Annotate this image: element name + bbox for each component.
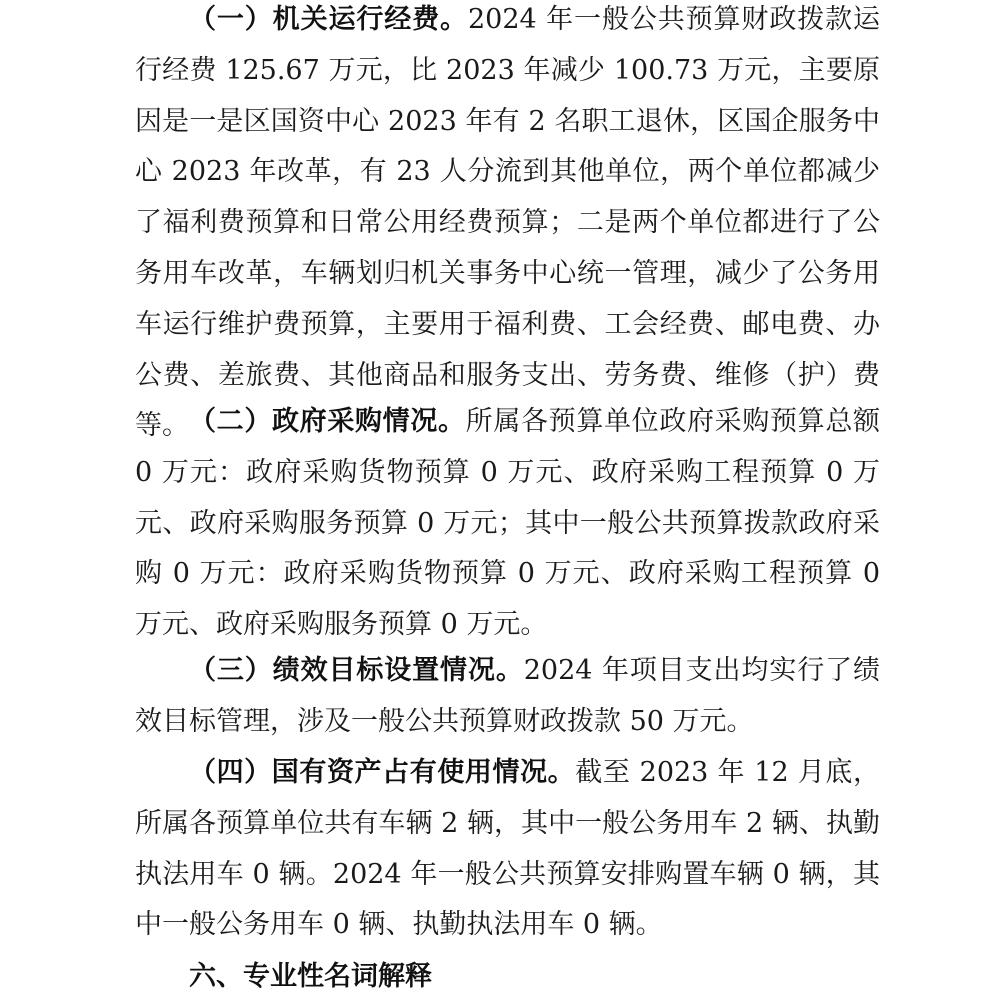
paragraph-state-assets [135, 748, 880, 951]
paragraph-lead: （二）政府采购情况。 [189, 406, 466, 437]
paragraph-body: 2024 年项目支出均实行了绩效目标管理，涉及一般公共预算财政拨款 50 万元。 [135, 655, 881, 737]
paragraph-lead: （三）绩效目标设置情况。 [189, 655, 524, 686]
paragraph-body: 2024 年一般公共预算财政拨款运行经费 125.67 万元，比 2023 年减少 100.73 万元，主要原因是一是区国资中心 2023 年有 2 名职工退休，区国企服务中心 2023 年改革，有 23 人分流到其他单位，两个单位都减少了福利费预算和日常公用经费预算；二是两个单位都进行了公务用车改革，车辆划归机关事务中心统一管理，减少了公务用车运行维护费预算，主要用于福利费、工会经费、邮电费、办公费、差旅费、其他商品和服务支出、劳务费、维修（护）费等。 [135, 4, 881, 442]
paragraph-body: 所属各预算单位政府采购预算总额 0 万元：政府采购货物预算 0 万元、政府采购工程预算 0 万元、政府采购服务预算 0 万元；其中一般公共预算拨款政府采购 0 万元：政府采购货物预算 0 万元、政府采购工程预算 0 万元、政府采购服务预算 0 万元。 [135, 406, 881, 641]
paragraph-lead: （一）机关运行经费。 [189, 4, 468, 35]
paragraph-performance-targets [135, 646, 880, 748]
section-heading: 六、专业性名词解释 [189, 961, 432, 992]
paragraph-body: 截至 2023 年 12 月底，所属各预算单位共有车辆 2 辆，其中一般公务用车 2 辆、执勤执法用车 0 辆。2024 年一般公共预算安排购置车辆 0 辆，其中一般公务用车 0 辆、执勤执法用车 0 辆。 [135, 757, 880, 941]
paragraph-government-procurement [135, 397, 880, 651]
paragraph-lead: （四）国有资产占有使用情况。 [189, 757, 576, 788]
paragraph-operating-expenses [135, 0, 880, 452]
